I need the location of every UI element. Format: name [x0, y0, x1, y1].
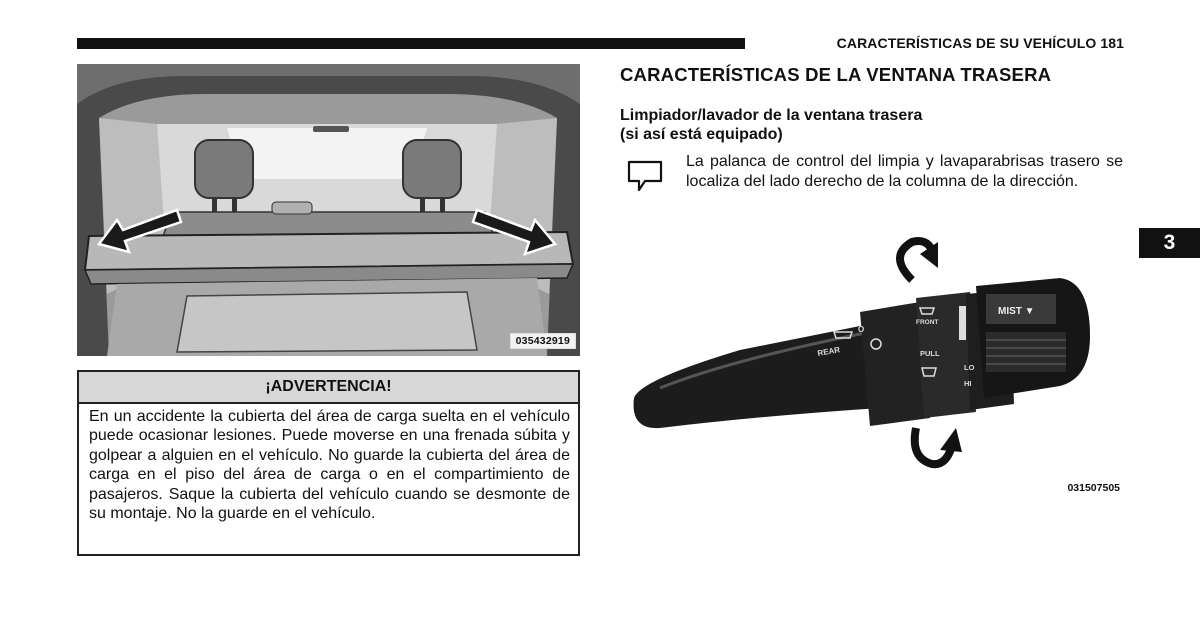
- figure-id-label: 031507505: [1067, 482, 1120, 494]
- wiper-lever-figure: [620, 228, 1126, 500]
- note-text: La palanca de control del limpia y lavaparabrisas trasero se localiza del lado derecho de la columna de la dirección.: [686, 153, 1123, 190]
- label-rear: REAR: [816, 345, 841, 358]
- label-pull: PULL: [920, 349, 940, 358]
- label-off: O: [858, 325, 865, 334]
- cargo-cover-illustration: [77, 64, 580, 356]
- sub-title: [620, 106, 922, 144]
- warning-box: [77, 370, 580, 556]
- label-lo: LO: [964, 363, 975, 372]
- warning-title: ¡ADVERTENCIA!: [79, 372, 578, 404]
- cargo-cover-figure: [77, 64, 580, 356]
- running-head: CARACTERÍSTICAS DE SU VEHÍCULO 181: [836, 35, 1124, 51]
- section-title: CARACTERÍSTICAS DE LA VENTANA TRASERA: [620, 64, 1052, 85]
- wiper-lever-illustration: [620, 228, 1126, 500]
- warning-body: En un accidente la cubierta del área de carga suelta en el vehículo puede ocasionar lesiones. Puede moverse en una frenada súbita y golpear a alguien en el vehículo. No guarde la cubierta del área de carga en el piso del área de carga o en el compartimiento de pasajeros. Saque la cubierta del vehículo cuando se desmonte de su montaje. No la guarde en el vehículo.: [89, 408, 570, 523]
- chapter-tab: 3: [1139, 228, 1200, 258]
- figure-id-label: 035432919: [510, 333, 576, 349]
- label-front: FRONT: [916, 319, 939, 326]
- sub-title-line-2: (si así está equipado): [620, 126, 783, 143]
- sub-title-line-1: Limpiador/lavador de la ventana trasera: [620, 107, 923, 124]
- label-hi: HI: [964, 379, 972, 388]
- header-rule: [77, 38, 745, 49]
- label-mist: MIST ▼: [998, 306, 1035, 317]
- note-icon: [626, 159, 664, 198]
